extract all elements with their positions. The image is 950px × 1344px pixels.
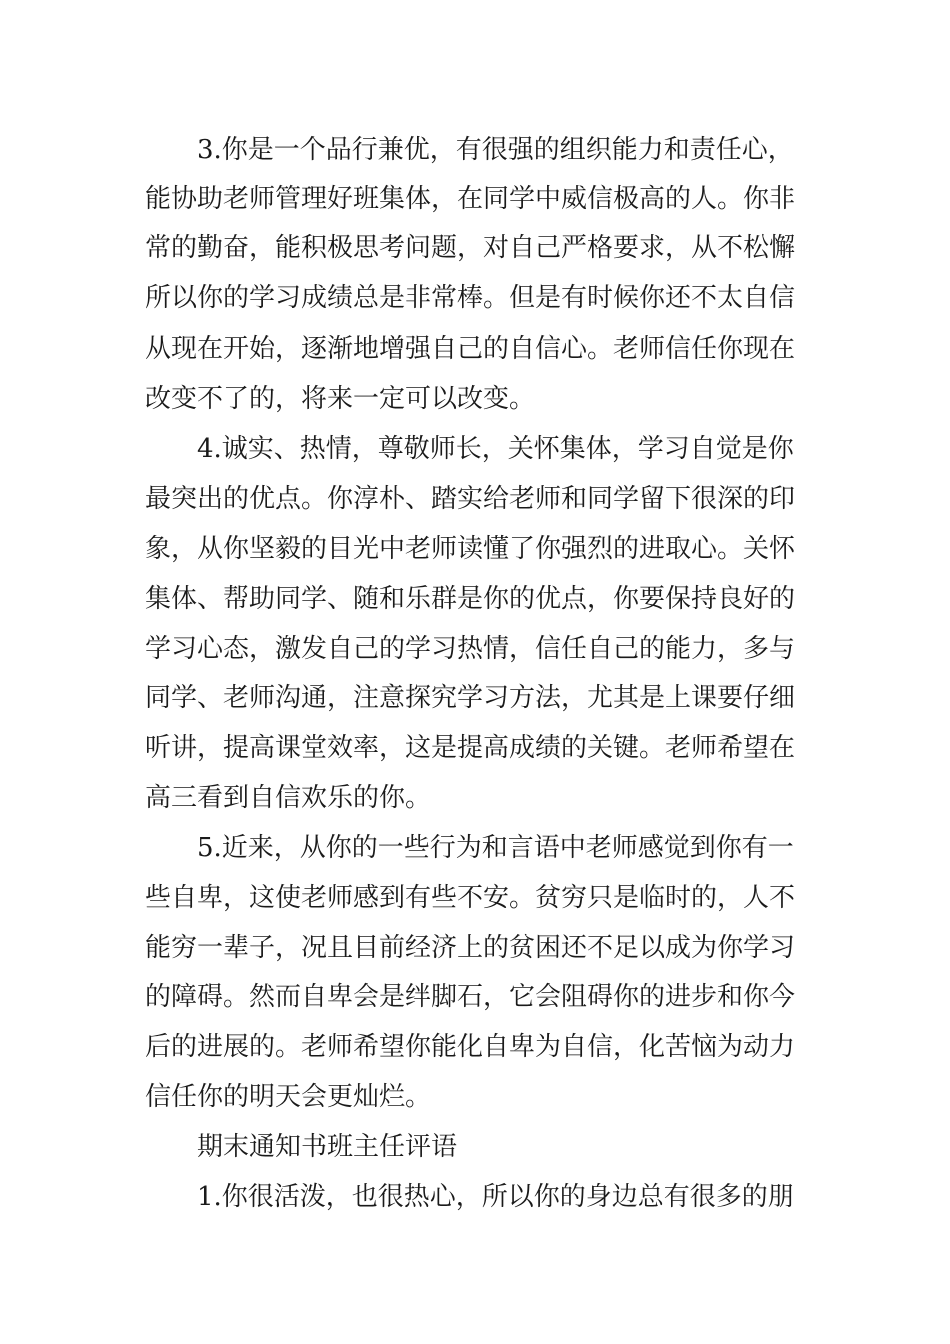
paragraph-3-line-5: 从现在开始，逐渐地增强自己的自信心。老师信任你现在 bbox=[145, 334, 796, 364]
paragraph-4-line-8: 高三看到自信欢乐的你。 bbox=[145, 783, 432, 813]
paragraph-4-line-5: 学习心态，激发自己的学习热情，信任自己的能力，多与 bbox=[145, 634, 796, 664]
paragraph-3-line-6: 改变不了的，将来一定可以改变。 bbox=[145, 384, 536, 414]
section-heading: 期末通知书班主任评语 bbox=[197, 1132, 458, 1162]
paragraph-5-line-3: 能穷一辈子，况且目前经济上的贫困还不足以成为你学习 bbox=[145, 933, 796, 963]
paragraph-5-line-6: 信任你的明天会更灿烂。 bbox=[145, 1082, 432, 1112]
paragraph-5-line-2: 些自卑，这使老师感到有些不安。贫穷只是临时的，人不 bbox=[145, 883, 796, 913]
paragraph-4-line-2: 最突出的优点。你淳朴、踏实给老师和同学留下很深的印 bbox=[145, 484, 796, 514]
paragraph-3-line-3: 常的勤奋，能积极思考问题，对自己严格要求，从不松懈 bbox=[145, 233, 796, 263]
paragraph-3-line-1: 3.你是一个品行兼优，有很强的组织能力和责任心， bbox=[197, 135, 794, 165]
paragraph-5-line-4: 的障碍。然而自卑会是绊脚石，它会阻碍你的进步和你今 bbox=[145, 982, 796, 1012]
paragraph-1-line-1: 1.你很活泼，也很热心，所以你的身边总有很多的朋 bbox=[197, 1182, 794, 1212]
paragraph-3-line-4: 所以你的学习成绩总是非常棒。但是有时候你还不太自信 bbox=[145, 283, 796, 313]
paragraph-5-line-5: 后的进展的。老师希望你能化自卑为自信，化苦恼为动力 bbox=[145, 1032, 796, 1062]
paragraph-4-line-7: 听讲，提高课堂效率，这是提高成绩的关键。老师希望在 bbox=[145, 733, 796, 763]
paragraph-4-line-6: 同学、老师沟通，注意探究学习方法，尤其是上课要仔细 bbox=[145, 683, 796, 713]
paragraph-3-line-2: 能协助老师管理好班集体，在同学中威信极高的人。你非 bbox=[145, 184, 796, 214]
paragraph-4-line-4: 集体、帮助同学、随和乐群是你的优点，你要保持良好的 bbox=[145, 584, 796, 614]
paragraph-4-line-1: 4.诚实、热情，尊敬师长，关怀集体，学习自觉是你 bbox=[197, 434, 794, 464]
paragraph-4-line-3: 象，从你坚毅的目光中老师读懂了你强烈的进取心。关怀 bbox=[145, 534, 796, 564]
paragraph-5-line-1: 5.近来，从你的一些行为和言语中老师感觉到你有一 bbox=[197, 833, 794, 863]
